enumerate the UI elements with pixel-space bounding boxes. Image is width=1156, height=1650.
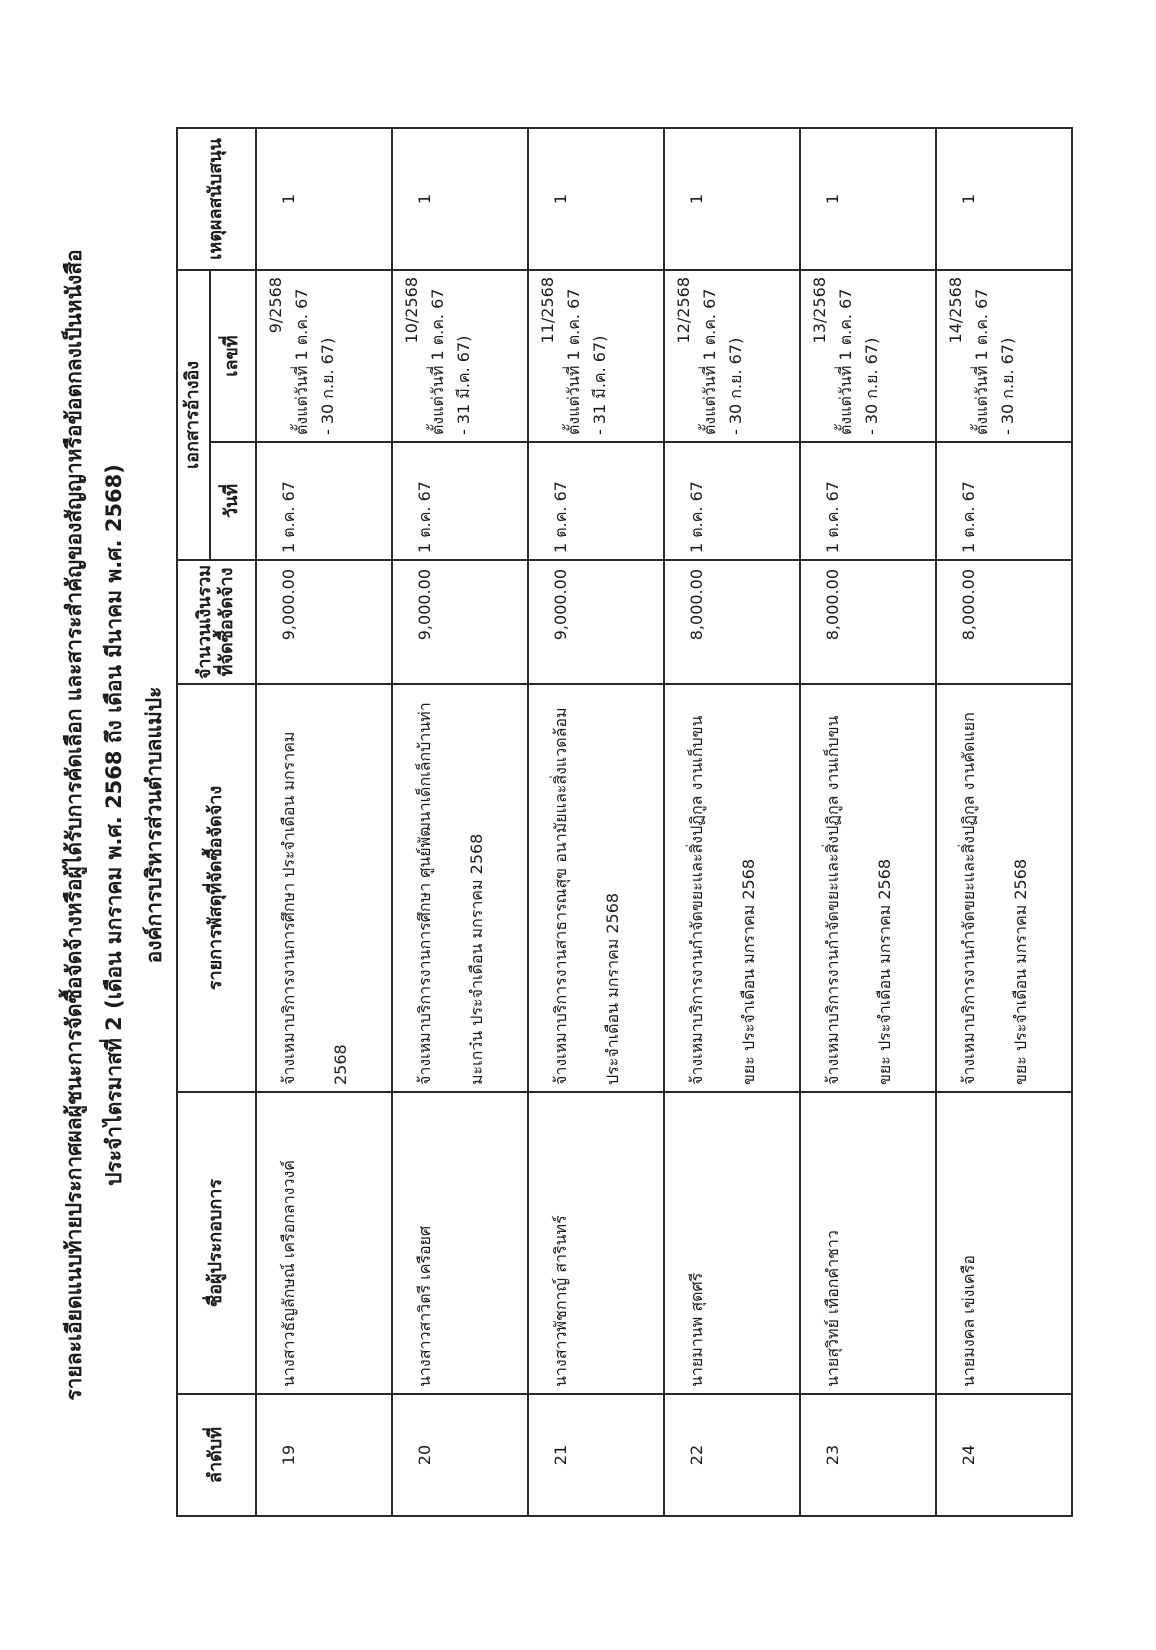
header-amount: จำนวนเงินรวมที่จัดซื้อจัดจ้าง bbox=[177, 560, 256, 684]
docnum-cell bbox=[528, 270, 664, 442]
header-docnum: เลขที่ bbox=[210, 270, 256, 442]
vendor-cell: นายมงคล เข่งเครือ bbox=[936, 1092, 1072, 1394]
reason-cell: 1 bbox=[392, 128, 528, 270]
date-cell: 1 ต.ค. 67 bbox=[528, 442, 664, 560]
item-cell: จ้างเหมาบริการงานการศึกษา ประจำเดือน มกราคม 2568 bbox=[256, 684, 392, 1092]
document-title: รายละเอียดแนบท้ายประกาศผลผู้ชนะการจัดซื้อจัดจ้างหรือผู้ได้รับการคัดเลือก และสาระสำคัญของสัญญาหรือข้อตกลงเป็นหนังสือ bbox=[62, 249, 86, 1401]
period-start: ตั้งแต่วันที่ 1 ต.ค. 67 bbox=[291, 288, 311, 435]
reason-cell: 1 bbox=[528, 128, 664, 270]
table-row bbox=[800, 128, 936, 1516]
period-end: - 31 มี.ค. 67) bbox=[453, 335, 473, 435]
item-cell: จ้างเหมาบริการงานการศึกษา ศูนย์พัฒนาเด็กเล็กบ้านท่ามะเกว๋น ประจำเดือน มกราคม 2568 bbox=[392, 684, 528, 1092]
seq-cell: 20 bbox=[392, 1394, 528, 1516]
table-row bbox=[392, 128, 528, 1516]
period-end: - 30 ก.ย. 67) bbox=[725, 337, 745, 435]
date-cell: 1 ต.ค. 67 bbox=[392, 442, 528, 560]
period-start: ตั้งแต่วันที่ 1 ต.ค. 67 bbox=[699, 288, 719, 435]
period-end: - 30 ก.ย. 67) bbox=[861, 337, 881, 435]
header-reason: เหตุผลสนับสนุน bbox=[177, 128, 256, 270]
docnum-cell bbox=[256, 270, 392, 442]
seq-cell: 22 bbox=[664, 1394, 800, 1516]
table-row bbox=[936, 128, 1072, 1516]
reason-cell: 1 bbox=[800, 128, 936, 270]
period-end: - 30 ก.ย. 67) bbox=[317, 337, 337, 435]
docnum-cell bbox=[800, 270, 936, 442]
date-cell: 1 ต.ค. 67 bbox=[936, 442, 1072, 560]
docnum-value: 12/2568 bbox=[673, 277, 693, 344]
period-start: ตั้งแต่วันที่ 1 ต.ค. 67 bbox=[971, 288, 991, 435]
organization-name: องค์การบริหารส่วนตำบลแม่ปะ bbox=[142, 686, 166, 964]
header-vendor: ชื่อผู้ประกอบการ bbox=[177, 1092, 256, 1394]
docnum-value: 9/2568 bbox=[265, 277, 285, 334]
amount-cell: 9,000.00 bbox=[256, 560, 392, 684]
period-start: ตั้งแต่วันที่ 1 ต.ค. 67 bbox=[563, 288, 583, 435]
reason-cell: 1 bbox=[256, 128, 392, 270]
seq-cell: 24 bbox=[936, 1394, 1072, 1516]
reason-cell: 1 bbox=[936, 128, 1072, 270]
table-row bbox=[528, 128, 664, 1516]
amount-cell: 9,000.00 bbox=[528, 560, 664, 684]
period-start: ตั้งแต่วันที่ 1 ต.ค. 67 bbox=[835, 288, 855, 435]
docnum-value: 13/2568 bbox=[809, 277, 829, 344]
seq-cell: 21 bbox=[528, 1394, 664, 1516]
item-cell: จ้างเหมาบริการงานกำจัดขยะและสิ่งปฏิกูล งานคัดแยกขยะ ประจำเดือน มกราคม 2568 bbox=[936, 684, 1072, 1092]
vendor-cell: นายสุวิทย์ เทือกคำชาว bbox=[800, 1092, 936, 1394]
seq-cell: 23 bbox=[800, 1394, 936, 1516]
seq-cell: 19 bbox=[256, 1394, 392, 1516]
amount-cell: 8,000.00 bbox=[800, 560, 936, 684]
date-cell: 1 ต.ค. 67 bbox=[256, 442, 392, 560]
docnum-cell bbox=[392, 270, 528, 442]
docnum-value: 14/2568 bbox=[945, 277, 965, 344]
docnum-value: 11/2568 bbox=[537, 277, 557, 344]
date-cell: 1 ต.ค. 67 bbox=[664, 442, 800, 560]
docnum-cell bbox=[664, 270, 800, 442]
header-documents: เอกสารอ้างอิง bbox=[177, 270, 210, 560]
amount-cell: 8,000.00 bbox=[936, 560, 1072, 684]
vendor-cell: นายมานพ สุดศรี bbox=[664, 1092, 800, 1394]
procurement-table bbox=[176, 127, 1073, 1517]
vendor-cell: นางสาวธัญลักษณ์ เครือกลางวงค์ bbox=[256, 1092, 392, 1394]
item-cell: จ้างเหมาบริการงานสาธารณสุข อนามัยและสิ่งแวดล้อม ประจำเดือน มกราคม 2568 bbox=[528, 684, 664, 1092]
item-cell: จ้างเหมาบริการงานกำจัดขยะและสิ่งปฏิกูล งานเก็บขนขยะ ประจำเดือน มกราคม 2568 bbox=[800, 684, 936, 1092]
table-row bbox=[664, 128, 800, 1516]
docnum-cell bbox=[936, 270, 1072, 442]
header-seq: ลำดับที่ bbox=[177, 1394, 256, 1516]
header-date: วันที่ bbox=[210, 442, 256, 560]
period-start: ตั้งแต่วันที่ 1 ต.ค. 67 bbox=[427, 288, 447, 435]
item-cell: จ้างเหมาบริการงานกำจัดขยะและสิ่งปฏิกูล งานเก็บขนขยะ ประจำเดือน มกราคม 2568 bbox=[664, 684, 800, 1092]
vendor-cell: นางสาวพัชกาญ์ สารินทร์ bbox=[528, 1092, 664, 1394]
period-end: - 30 ก.ย. 67) bbox=[997, 337, 1017, 435]
vendor-cell: นางสาวสาวิตรี เครือยศ bbox=[392, 1092, 528, 1394]
quarter-subtitle: ประจำไตรมาสที่ 2 (เดือน มกราคม พ.ศ. 2568 ถึง เดือน มีนาคม พ.ศ. 2568) bbox=[102, 464, 126, 1186]
period-end: - 31 มี.ค. 67) bbox=[589, 335, 609, 435]
header-item: รายการพัสดุที่จัดซื้อจัดจ้าง bbox=[177, 684, 256, 1092]
table-row bbox=[256, 128, 392, 1516]
date-cell: 1 ต.ค. 67 bbox=[800, 442, 936, 560]
amount-cell: 9,000.00 bbox=[392, 560, 528, 684]
amount-cell: 8,000.00 bbox=[664, 560, 800, 684]
reason-cell: 1 bbox=[664, 128, 800, 270]
docnum-value: 10/2568 bbox=[401, 277, 421, 344]
